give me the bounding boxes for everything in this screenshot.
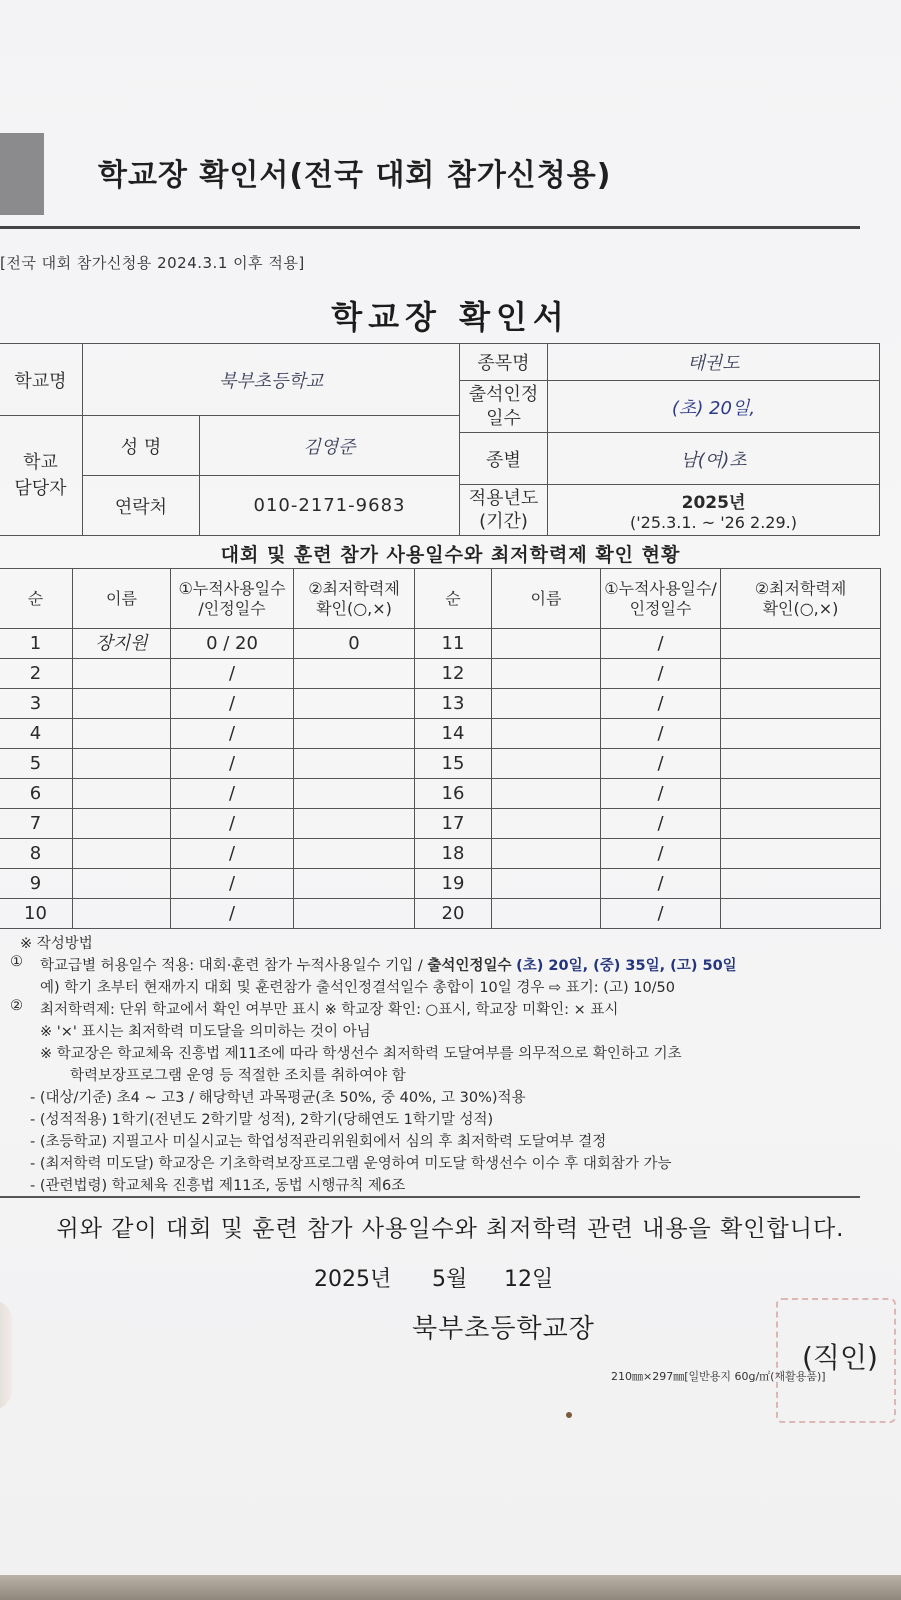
form-title: 학교장 확인서(전국 대회 참가신청용) — [98, 158, 612, 193]
grid-right-row-check — [720, 898, 881, 929]
grid-left-row-number: 3 — [0, 688, 73, 719]
grid-right-row-number: 19 — [414, 868, 492, 899]
note2-line4: 학력보장프로그램 운영 등 적절한 조치를 취하여야 함 — [70, 1068, 406, 1084]
grid-left-row-number: 8 — [0, 838, 73, 869]
grid-right-row-name — [491, 748, 601, 779]
grid-header-right-2: 이름 — [491, 568, 601, 629]
grid-right-row-name — [491, 838, 601, 869]
grid-left-row-days: / — [170, 688, 294, 719]
grid-header-right-3: ①누적사용일수/ 인정일수 — [600, 568, 721, 629]
gray-tab-decoration — [0, 133, 44, 215]
grid-header-right-1: 순 — [414, 568, 492, 629]
school-value: 북부초등학교 — [82, 343, 460, 416]
date-year: 2025년 — [314, 1267, 392, 1292]
grid-left-row-check: 0 — [293, 628, 415, 659]
attend-label: 출석인정 일수 — [459, 380, 548, 433]
note2-marker: ② — [10, 998, 23, 1014]
grid-left-row-check — [293, 718, 415, 749]
sport-value: 태권도 — [547, 343, 880, 381]
grid-right-row-number: 15 — [414, 748, 492, 779]
contact-label: 연락처 — [82, 475, 200, 536]
grid-right-row-name — [491, 808, 601, 839]
gender-label: 종별 — [459, 432, 548, 485]
grid-left-row-number: 9 — [0, 868, 73, 899]
grid-left-row-number: 4 — [0, 718, 73, 749]
grid-left-row-check — [293, 778, 415, 809]
document-title: 학교장 확인서 — [331, 298, 570, 336]
period-cell — [547, 484, 880, 536]
grid-left-row-name — [72, 748, 171, 779]
note1-line2: 예) 학기 초부터 현재까지 대회 및 훈련참가 출석인정결석일수 총합이 10일 경우 ⇨ 표기: (고) 10/50 — [40, 980, 676, 996]
grid-header-left-4: ②최저학력제 확인(○,×) — [293, 568, 415, 629]
name-label: 성 명 — [82, 415, 200, 476]
grid-right-row-days: / — [600, 718, 721, 749]
grid-left-row-name — [72, 838, 171, 869]
date-day: 12일 — [504, 1267, 554, 1292]
grid-right-row-number: 17 — [414, 808, 492, 839]
detail-1: - (대상/기준) 초4 ~ 고3 / 해당학년 과목평균(초 50%, 중 40%, 고 30%)적용 — [30, 1090, 526, 1106]
grid-left-row-check — [293, 808, 415, 839]
grid-right-row-check — [720, 808, 881, 839]
grid-left-row-name — [72, 898, 171, 929]
period-range: ('25.3.1. ~ '26 2.29.) — [630, 513, 797, 532]
grid-left-row-days: / — [170, 718, 294, 749]
manager-label: 학교 담당자 — [0, 415, 83, 536]
detail-3: - (초등학교) 지필고사 미실시교는 학업성적관리위원회에서 심의 후 최저학력 도달여부 결정 — [30, 1134, 607, 1150]
detail-2: - (성적적용) 1학기(전년도 2학기말 성적), 2학기(당해연도 1학기말 성적) — [30, 1112, 494, 1128]
grid-right-row-check — [720, 628, 881, 659]
grid-right-row-check — [720, 748, 881, 779]
grid-right-row-days: / — [600, 748, 721, 779]
grid-right-row-check — [720, 688, 881, 719]
grid-left-row-name — [72, 658, 171, 689]
grid-header-left-2: 이름 — [72, 568, 171, 629]
paper-spec: 210㎜×297㎜[일반용지 60g/㎡(재활용품)] — [611, 1370, 826, 1383]
school-label: 학교명 — [0, 343, 83, 416]
contact-value: 010-2171-9683 — [199, 475, 460, 536]
grid-right-row-name — [491, 658, 601, 689]
grid-left-row-number: 6 — [0, 778, 73, 809]
confirm-statement: 위와 같이 대회 및 훈련 참가 사용일수와 최저학력 관련 내용을 확인합니다. — [56, 1216, 845, 1242]
stain-mark — [566, 1412, 572, 1418]
period-label: 적용년도 (기간) — [459, 484, 548, 536]
grid-right-row-check — [720, 658, 881, 689]
grid-right-row-days: / — [600, 658, 721, 689]
grid-left-row-days: / — [170, 838, 294, 869]
grid-left-row-days: / — [170, 658, 294, 689]
grid-right-row-number: 12 — [414, 658, 492, 689]
note1-text-b: 출석인정일수 — [427, 958, 512, 974]
note1-line1 — [40, 954, 737, 975]
grid-right-row-check — [720, 838, 881, 869]
grid-right-row-check — [720, 718, 881, 749]
grid-left-row-number: 5 — [0, 748, 73, 779]
period-year: 2025년 — [681, 493, 746, 513]
thumb-shadow — [0, 1300, 12, 1410]
grid-left-row-check — [293, 748, 415, 779]
note1-marker: ① — [10, 954, 23, 970]
grid-left-row-check — [293, 868, 415, 899]
gender-value: 남(여)초 — [547, 432, 880, 485]
table-surface — [0, 1575, 901, 1600]
grid-right-row-check — [720, 778, 881, 809]
grid-left-row-name — [72, 718, 171, 749]
grid-left-row-name — [72, 868, 171, 899]
grid-right-row-days: / — [600, 868, 721, 899]
grid-left-row-number: 1 — [0, 628, 73, 659]
grid-left-row-check — [293, 898, 415, 929]
grid-right-row-days: / — [600, 838, 721, 869]
seal-label: (직인) — [802, 1341, 878, 1374]
grid-left-row-number: 10 — [0, 898, 73, 929]
note2-line2: ※ '×' 표시는 최저학력 미도달을 의미하는 것이 아님 — [40, 1024, 371, 1040]
grid-left-row-days: / — [170, 898, 294, 929]
grid-right-row-days: / — [600, 808, 721, 839]
grid-left-row-days: / — [170, 778, 294, 809]
footer-rule — [0, 1196, 860, 1198]
grid-header-right-4: ②최저학력제 확인(○,×) — [720, 568, 881, 629]
grid-left-row-days: / — [170, 868, 294, 899]
grid-left-row-days: / — [170, 748, 294, 779]
grid-left-row-days: 0 / 20 — [170, 628, 294, 659]
grid-right-row-number: 20 — [414, 898, 492, 929]
date-month: 5월 — [432, 1267, 468, 1292]
grid-left-row-name — [72, 778, 171, 809]
grid-right-row-name — [491, 628, 601, 659]
grid-right-row-days: / — [600, 628, 721, 659]
grid-right-row-check — [720, 868, 881, 899]
grid-left-row-check — [293, 838, 415, 869]
grid-right-row-number: 11 — [414, 628, 492, 659]
section-title: 대회 및 훈련 참가 사용일수와 최저학력제 확인 현황 — [220, 544, 681, 566]
grid-right-row-name — [491, 778, 601, 809]
grid-right-row-number: 18 — [414, 838, 492, 869]
note1-text-c: (초) 20일, (중) 35일, (고) 50일 — [516, 958, 737, 974]
principal-title: 북부초등학교장 — [412, 1314, 595, 1344]
note2-line3: ※ 학교장은 학교체육 진흥법 제11조에 따라 학생선수 최저학력 도달여부를 의무적으로 확인하고 기초 — [40, 1046, 682, 1062]
grid-header-left-1: 순 — [0, 568, 73, 629]
grid-right-row-days: / — [600, 688, 721, 719]
detail-5: - (관련법령) 학교체육 진흥법 제11조, 동법 시행규칙 제6조 — [30, 1178, 406, 1194]
grid-right-row-days: / — [600, 898, 721, 929]
note1-text-a: 학교급별 허용일수 적용: 대회·훈련 참가 누적사용일수 기입 / — [40, 958, 423, 974]
grid-left-row-number: 7 — [0, 808, 73, 839]
grid-right-row-number: 14 — [414, 718, 492, 749]
note2-line1: 최저학력제: 단위 학교에서 확인 여부만 표시 ※ 학교장 확인: ○표시, 학교장 미확인: × 표시 — [40, 1002, 619, 1018]
grid-right-row-number: 13 — [414, 688, 492, 719]
detail-4: - (최저학력 미도달) 학교장은 기초학력보장프로그램 운영하여 미도달 학생선수 이수 후 대회참가 가능 — [30, 1156, 672, 1172]
grid-left-row-name — [72, 688, 171, 719]
grid-left-row-days: / — [170, 808, 294, 839]
grid-left-row-number: 2 — [0, 658, 73, 689]
grid-right-row-name — [491, 718, 601, 749]
attend-value: (초) 20일, — [547, 380, 880, 433]
name-value: 김영준 — [199, 415, 460, 476]
grid-left-row-check — [293, 658, 415, 689]
grid-right-row-name — [491, 688, 601, 719]
grid-left-row-name — [72, 808, 171, 839]
title-rule — [0, 226, 860, 229]
grid-left-row-name: 장지원 — [72, 628, 171, 659]
grid-left-row-check — [293, 688, 415, 719]
grid-right-row-name — [491, 898, 601, 929]
notes-heading: ※ 작성방법 — [20, 936, 93, 952]
grid-header-left-3: ①누적사용일수 /인정일수 — [170, 568, 294, 629]
grid-right-row-number: 16 — [414, 778, 492, 809]
grid-right-row-days: / — [600, 778, 721, 809]
grid-right-row-name — [491, 868, 601, 899]
participation-grid — [0, 568, 880, 928]
apply-note: [전국 대회 참가신청용 2024.3.1 이후 적용] — [0, 254, 305, 272]
sport-label: 종목명 — [459, 343, 548, 381]
